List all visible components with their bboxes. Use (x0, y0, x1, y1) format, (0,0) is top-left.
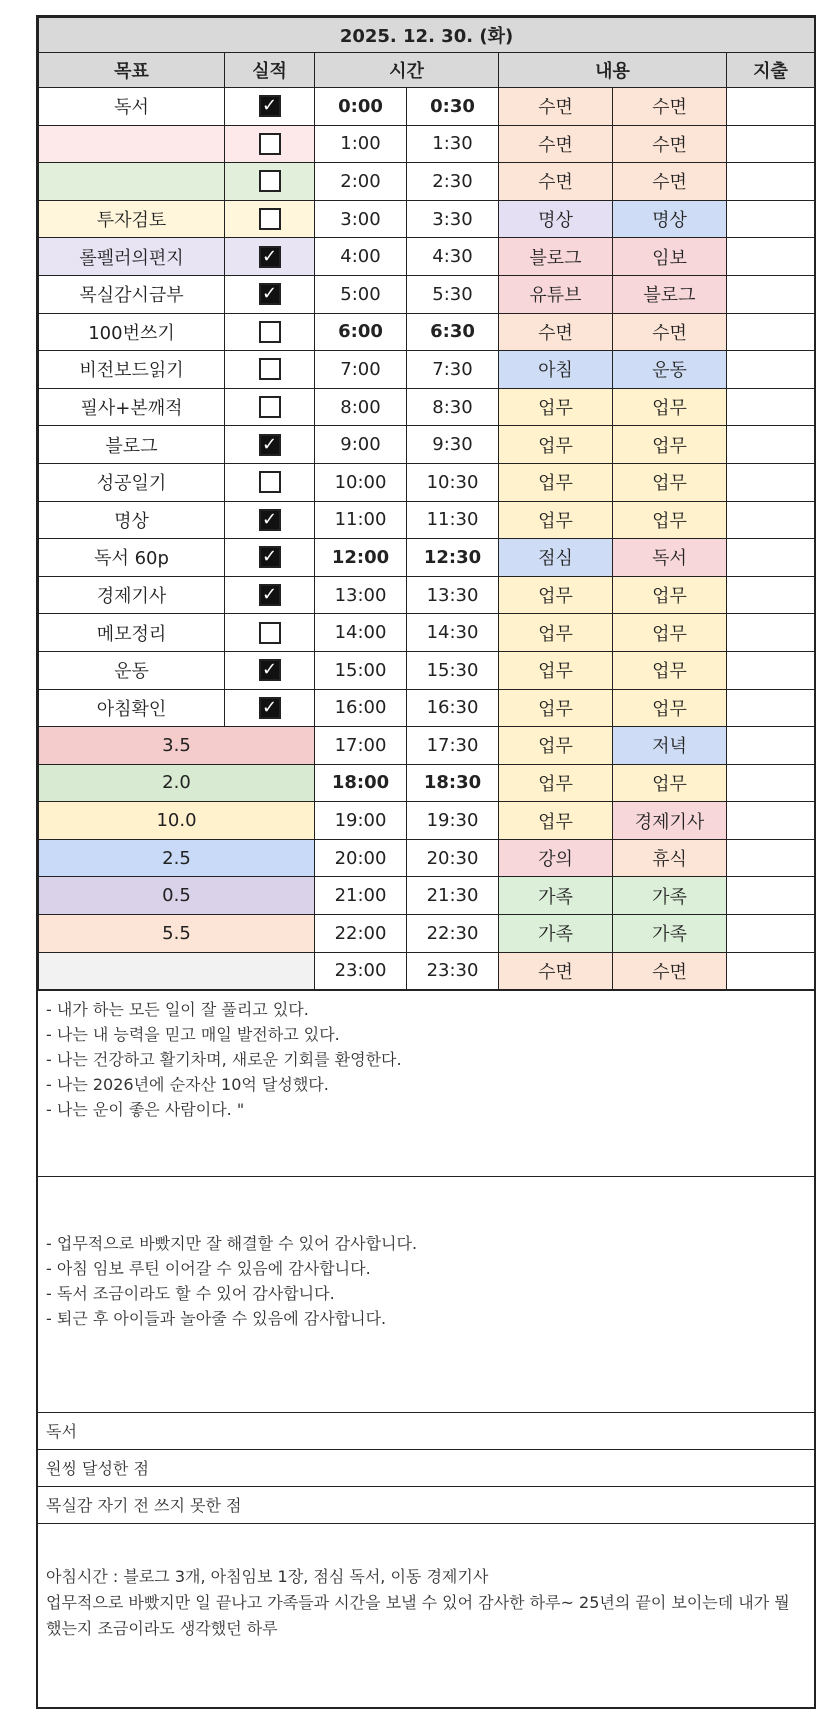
time-end: 10:30 (407, 463, 499, 501)
time-end: 4:30 (407, 238, 499, 276)
result-cell (225, 238, 315, 276)
result-cell (225, 163, 315, 201)
result-cell (225, 125, 315, 163)
result-cell (225, 388, 315, 426)
goal-cell: 독서 60p (39, 539, 225, 577)
expense-cell[interactable] (727, 125, 815, 163)
time-start: 14:00 (315, 614, 407, 652)
checkbox[interactable] (259, 358, 281, 380)
category-total: 2.5 (39, 839, 315, 877)
win-note: 원씽 달성한 점 (38, 1449, 814, 1486)
expense-cell[interactable] (727, 952, 815, 990)
time-start: 0:00 (315, 88, 407, 126)
result-header: 실적 (225, 53, 315, 88)
expense-cell[interactable] (727, 388, 815, 426)
checkbox[interactable]: ✓ (259, 246, 281, 268)
time-end: 20:30 (407, 839, 499, 877)
content-cell: 업무 (613, 651, 727, 689)
checkbox[interactable] (259, 471, 281, 493)
daily-planner-sheet (36, 15, 816, 1709)
category-total: 2.0 (39, 764, 315, 802)
time-start: 5:00 (315, 275, 407, 313)
expense-cell[interactable] (727, 313, 815, 351)
summary-row (39, 877, 815, 915)
content-cell: 수면 (499, 88, 613, 126)
content-cell: 수면 (613, 952, 727, 990)
summary-row (39, 764, 815, 802)
checkbox[interactable] (259, 396, 281, 418)
goal-cell: 독서 (39, 88, 225, 126)
time-start: 18:00 (315, 764, 407, 802)
content-cell: 업무 (613, 501, 727, 539)
goal-cell: 운동 (39, 651, 225, 689)
summary-row (39, 915, 815, 953)
time-end: 11:30 (407, 501, 499, 539)
summary-row (39, 802, 815, 840)
content-cell: 업무 (499, 576, 613, 614)
time-end: 2:30 (407, 163, 499, 201)
time-start: 16:00 (315, 689, 407, 727)
content-cell: 가족 (499, 915, 613, 953)
content-cell: 수면 (613, 313, 727, 351)
diary-line: 아침시간 : 블로그 3개, 아침임보 1장, 점심 독서, 이동 경제기사 (46, 1567, 489, 1587)
content-cell: 수면 (613, 125, 727, 163)
affirmation-line: - 나는 2026년에 순자산 10억 달성했다. (46, 1075, 329, 1095)
time-end: 3:30 (407, 200, 499, 238)
time-end: 6:30 (407, 313, 499, 351)
affirmations-section (38, 990, 814, 1176)
time-start: 11:00 (315, 501, 407, 539)
expense-cell[interactable] (727, 576, 815, 614)
time-header: 시간 (315, 53, 499, 88)
content-cell: 블로그 (499, 238, 613, 276)
expense-cell[interactable] (727, 426, 815, 464)
time-end: 16:30 (407, 689, 499, 727)
content-cell: 독서 (613, 539, 727, 577)
goal-cell: 비전보드읽기 (39, 351, 225, 389)
result-cell (225, 313, 315, 351)
expense-cell[interactable] (727, 351, 815, 389)
checkbox[interactable]: ✓ (259, 546, 281, 568)
content-cell: 업무 (499, 689, 613, 727)
result-cell (225, 351, 315, 389)
time-end: 19:30 (407, 802, 499, 840)
time-end: 18:30 (407, 764, 499, 802)
expense-cell[interactable] (727, 463, 815, 501)
checkbox[interactable]: ✓ (259, 283, 281, 305)
content-cell: 수면 (499, 313, 613, 351)
time-end: 17:30 (407, 727, 499, 765)
time-start: 6:00 (315, 313, 407, 351)
content-cell: 아침 (499, 351, 613, 389)
goal-cell: 롤펠러의편지 (39, 238, 225, 276)
expense-cell[interactable] (727, 727, 815, 765)
expense-cell[interactable] (727, 275, 815, 313)
time-start: 10:00 (315, 463, 407, 501)
gratitude-line: - 업무적으로 바빴지만 잘 해결할 수 있어 감사합니다. (46, 1234, 418, 1254)
content-cell: 수면 (499, 952, 613, 990)
time-end: 1:30 (407, 125, 499, 163)
gratitude-line: - 독서 조금이라도 할 수 있어 감사합니다. (46, 1284, 335, 1304)
summary-row (39, 727, 815, 765)
schedule-row (39, 651, 815, 689)
expense-cell[interactable] (727, 877, 815, 915)
checkbox[interactable] (259, 208, 281, 230)
affirmation-line: - 나는 건강하고 활기차며, 새로운 기회를 환영한다. (46, 1050, 402, 1070)
expense-cell[interactable] (727, 238, 815, 276)
goal-cell: 투자검토 (39, 200, 225, 238)
expense-header: 지출 (727, 53, 815, 88)
expense-cell[interactable] (727, 689, 815, 727)
time-start: 3:00 (315, 200, 407, 238)
regret-note: 목실감 자기 전 쓰지 못한 점 (38, 1486, 814, 1523)
time-start: 7:00 (315, 351, 407, 389)
schedule-row (39, 200, 815, 238)
result-cell (225, 614, 315, 652)
goal-cell: 블로그 (39, 426, 225, 464)
result-cell (225, 651, 315, 689)
content-cell: 업무 (499, 651, 613, 689)
time-end: 21:30 (407, 877, 499, 915)
content-cell: 휴식 (613, 839, 727, 877)
time-start: 21:00 (315, 877, 407, 915)
expense-cell[interactable] (727, 839, 815, 877)
expense-cell[interactable] (727, 88, 815, 126)
content-header: 내용 (499, 53, 727, 88)
affirmation-line: - 내가 하는 모든 일이 잘 풀리고 있다. (46, 1000, 309, 1020)
gratitude-section (38, 1176, 814, 1412)
time-end: 22:30 (407, 915, 499, 953)
expense-cell[interactable] (727, 764, 815, 802)
content-cell: 가족 (613, 915, 727, 953)
schedule-row (39, 351, 815, 389)
time-start: 1:00 (315, 125, 407, 163)
content-cell: 업무 (499, 501, 613, 539)
goal-cell: 아침확인 (39, 689, 225, 727)
content-cell: 임보 (613, 238, 727, 276)
content-cell: 가족 (499, 877, 613, 915)
expense-cell[interactable] (727, 802, 815, 840)
result-cell (225, 463, 315, 501)
time-start: 19:00 (315, 802, 407, 840)
result-cell (225, 200, 315, 238)
result-cell (225, 275, 315, 313)
content-cell: 저녁 (613, 727, 727, 765)
checkbox[interactable]: ✓ (259, 584, 281, 606)
content-cell: 업무 (499, 426, 613, 464)
schedule-row (39, 426, 815, 464)
schedule-row (39, 689, 815, 727)
schedule-row (39, 614, 815, 652)
goal-cell (39, 163, 225, 201)
checkbox[interactable]: ✓ (259, 509, 281, 531)
schedule-row (39, 539, 815, 577)
expense-cell[interactable] (727, 163, 815, 201)
content-cell: 명상 (499, 200, 613, 238)
time-start: 15:00 (315, 651, 407, 689)
gratitude-line: - 퇴근 후 아이들과 놀아줄 수 있음에 감사합니다. (46, 1309, 387, 1329)
time-end: 8:30 (407, 388, 499, 426)
content-cell: 업무 (613, 689, 727, 727)
time-end: 7:30 (407, 351, 499, 389)
content-cell: 업무 (499, 463, 613, 501)
content-cell: 업무 (499, 764, 613, 802)
time-end: 15:30 (407, 651, 499, 689)
affirmation-line: - 나는 내 능력을 믿고 매일 발전하고 있다. (46, 1025, 340, 1045)
checkbox[interactable]: ✓ (259, 659, 281, 681)
content-cell: 업무 (613, 463, 727, 501)
checkbox[interactable] (259, 622, 281, 644)
schedule-table (38, 17, 815, 990)
checkbox[interactable]: ✓ (259, 434, 281, 456)
schedule-row (39, 125, 815, 163)
schedule-row (39, 88, 815, 126)
expense-cell[interactable] (727, 651, 815, 689)
expense-cell[interactable] (727, 501, 815, 539)
date-header: 2025. 12. 30. (화) (39, 18, 815, 53)
goal-cell (39, 125, 225, 163)
time-end: 14:30 (407, 614, 499, 652)
content-cell: 수면 (613, 163, 727, 201)
time-start: 4:00 (315, 238, 407, 276)
category-total (39, 952, 315, 990)
content-cell: 업무 (499, 614, 613, 652)
content-cell: 수면 (613, 88, 727, 126)
content-cell: 가족 (613, 877, 727, 915)
category-total: 10.0 (39, 802, 315, 840)
result-cell (225, 576, 315, 614)
gratitude-line: - 아침 임보 루틴 이어갈 수 있음에 감사합니다. (46, 1259, 371, 1279)
content-cell: 업무 (499, 388, 613, 426)
time-end: 0:30 (407, 88, 499, 126)
goal-cell: 100번쓰기 (39, 313, 225, 351)
result-cell (225, 501, 315, 539)
time-start: 2:00 (315, 163, 407, 201)
goal-cell: 목실감시금부 (39, 275, 225, 313)
time-end: 13:30 (407, 576, 499, 614)
summary-row (39, 952, 815, 990)
checkbox[interactable] (259, 170, 281, 192)
result-cell (225, 88, 315, 126)
content-cell: 강의 (499, 839, 613, 877)
checkbox[interactable]: ✓ (259, 95, 281, 117)
category-total: 0.5 (39, 877, 315, 915)
time-end: 23:30 (407, 952, 499, 990)
goal-cell: 메모정리 (39, 614, 225, 652)
time-start: 20:00 (315, 839, 407, 877)
time-end: 5:30 (407, 275, 499, 313)
content-cell: 명상 (613, 200, 727, 238)
result-cell (225, 426, 315, 464)
time-start: 13:00 (315, 576, 407, 614)
content-cell: 업무 (613, 764, 727, 802)
expense-cell[interactable] (727, 614, 815, 652)
content-cell: 운동 (613, 351, 727, 389)
content-cell: 업무 (613, 576, 727, 614)
content-cell: 업무 (499, 802, 613, 840)
goal-header: 목표 (39, 53, 225, 88)
content-cell: 수면 (499, 163, 613, 201)
time-start: 12:00 (315, 539, 407, 577)
time-end: 9:30 (407, 426, 499, 464)
content-cell: 업무 (613, 388, 727, 426)
diary-line: 업무적으로 바빴지만 일 끝나고 가족들과 시간을 보낼 수 있어 감사한 하루~ 25년의 끝이 보이는데 내가 뭘 했는지 조금이라도 생각했던 하루 (46, 1593, 790, 1639)
content-cell: 유튜브 (499, 275, 613, 313)
time-start: 8:00 (315, 388, 407, 426)
time-end: 12:30 (407, 539, 499, 577)
schedule-row (39, 501, 815, 539)
time-start: 9:00 (315, 426, 407, 464)
content-cell: 업무 (613, 426, 727, 464)
schedule-row (39, 313, 815, 351)
goal-cell: 성공일기 (39, 463, 225, 501)
category-total: 3.5 (39, 727, 315, 765)
category-total: 5.5 (39, 915, 315, 953)
result-cell (225, 539, 315, 577)
content-cell: 점심 (499, 539, 613, 577)
goal-cell: 필사+본깨적 (39, 388, 225, 426)
content-cell: 수면 (499, 125, 613, 163)
expense-cell[interactable] (727, 915, 815, 953)
expense-cell[interactable] (727, 200, 815, 238)
schedule-row (39, 463, 815, 501)
goal-cell: 명상 (39, 501, 225, 539)
summary-row (39, 839, 815, 877)
schedule-row (39, 275, 815, 313)
content-cell: 업무 (499, 727, 613, 765)
result-cell (225, 689, 315, 727)
content-cell: 업무 (613, 614, 727, 652)
expense-cell[interactable] (727, 539, 815, 577)
schedule-row (39, 388, 815, 426)
time-start: 17:00 (315, 727, 407, 765)
affirmation-line: - 나는 운이 좋은 사람이다. " (46, 1100, 245, 1120)
content-cell: 블로그 (613, 275, 727, 313)
schedule-row (39, 238, 815, 276)
content-cell: 경제기사 (613, 802, 727, 840)
time-start: 23:00 (315, 952, 407, 990)
time-start: 22:00 (315, 915, 407, 953)
best-thing: 독서 (38, 1412, 814, 1449)
schedule-row (39, 576, 815, 614)
schedule-row (39, 163, 815, 201)
checkbox[interactable] (259, 133, 281, 155)
diary-section (38, 1523, 814, 1707)
checkbox[interactable]: ✓ (259, 697, 281, 719)
checkbox[interactable] (259, 321, 281, 343)
goal-cell: 경제기사 (39, 576, 225, 614)
